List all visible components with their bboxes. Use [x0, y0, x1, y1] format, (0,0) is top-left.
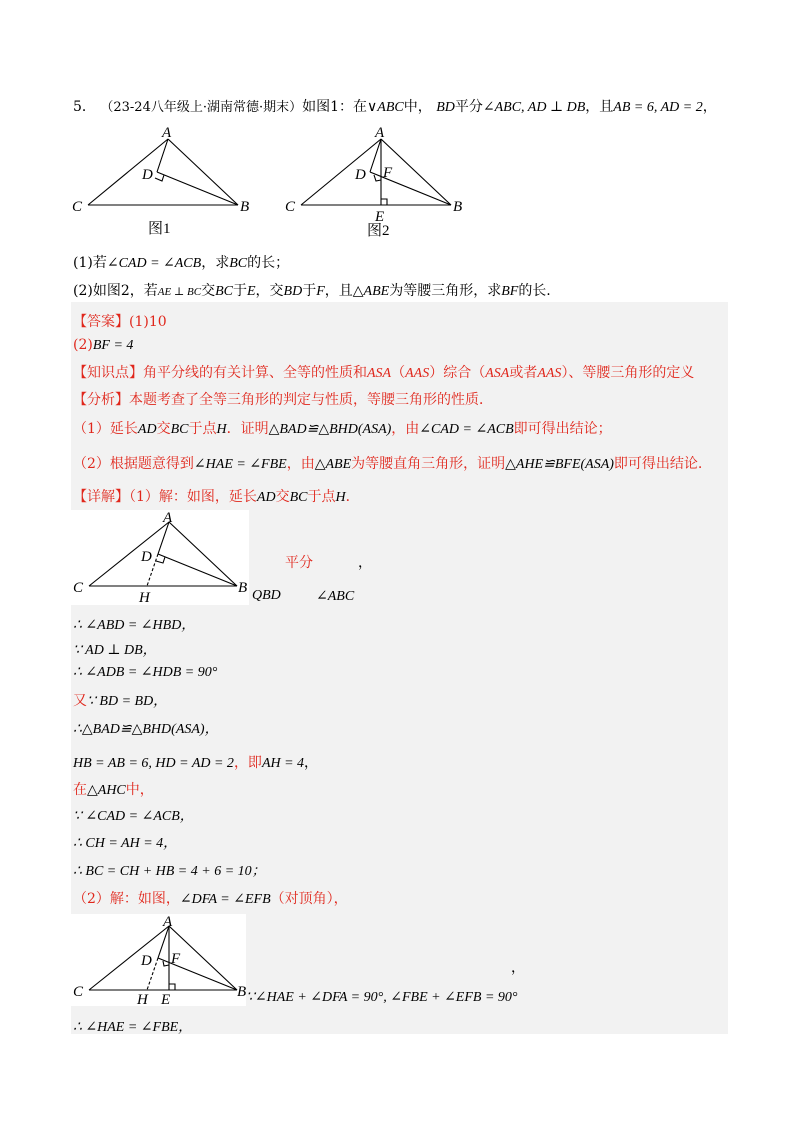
question-part-2: (2)如图2，若AE ⊥ BC交BC于E，交BD于F，且△ABE为等腰三角形，求BF的长.	[73, 283, 551, 299]
step-10: ∴ BC = CH + HB = 4 + 6 = 10；	[73, 864, 266, 879]
fig1-label-d: D	[142, 167, 153, 183]
step-5: ∴△BAD≌△BHD(ASA)，	[73, 722, 219, 737]
fig1-label-a: A	[162, 125, 172, 141]
fig4-label-e: E	[161, 992, 171, 1008]
fig4-label-h: H	[137, 992, 148, 1008]
fig1-caption: 图1	[148, 221, 171, 237]
fig4-label-b: B	[237, 984, 247, 1000]
step-9: ∴ CH = AH = 4，	[73, 836, 178, 851]
figure-3	[71, 510, 251, 605]
detail-intro: 【详解】（1）解：如图，延长AD交BC于点H．	[73, 489, 360, 505]
fig2-label-b: B	[453, 199, 463, 215]
fig1-label-b: B	[240, 199, 250, 215]
fig4-label-f: F	[171, 951, 181, 967]
bisect-abc: ∠ABC	[316, 589, 355, 604]
fig3-label-d: D	[141, 549, 152, 565]
step-6: HB = AB = 6, HD = AD = 2，即AH = 4，	[73, 755, 319, 771]
step-12-comma: ，	[511, 960, 525, 976]
step-13: ∴ ∠HAE = ∠FBE，	[73, 1020, 193, 1035]
step-11: （2）解：如图，∠DFA = ∠EFB（对顶角），	[73, 891, 348, 907]
question-line: 5． （23-24八年级上·湖南常德·期末）如图1：在∨ABC中， BD平分∠ABC, AD ⊥ DB，且AB = 6, AD = 2，	[73, 99, 717, 115]
step-12: ∵∠HAE + ∠DFA = 90°, ∠FBE + ∠EFB = 90°	[246, 990, 518, 1005]
figure-2	[283, 125, 483, 240]
fig3-label-a: A	[163, 510, 173, 526]
fig4-label-c: C	[73, 984, 84, 1000]
analysis-part-2: （2）根据题意得到∠HAE = ∠FBE，由△ABE为等腰直角三角形，证明△AHE≌BFE(ASA)即可得出结论.	[73, 456, 703, 472]
fig3-label-b: B	[238, 580, 248, 596]
analysis-part-1: （1）延长AD交BC于点H．证明△BAD≌△BHD(ASA)，由∠CAD = ∠ACB即可得出结论；	[73, 421, 612, 437]
step-1: ∴ ∠ABD = ∠HBD，	[73, 618, 196, 633]
step-7: 在△AHC中，	[73, 782, 154, 798]
fig2-label-f: F	[383, 165, 393, 181]
answer-line-2: (2)BF = 4	[73, 337, 134, 353]
fig2-label-c: C	[285, 199, 296, 215]
knowledge-point: 【知识点】角平分线的有关计算、全等的性质和ASA（AAS）综合（ASA或者AAS）、等腰三角形的定义	[73, 365, 695, 381]
bisect-bd: QBD	[252, 588, 281, 603]
bisect-word: 平分	[285, 555, 313, 571]
fig4-label-d: D	[141, 953, 152, 969]
fig1-label-c: C	[72, 199, 83, 215]
step-8: ∵ ∠CAD = ∠ACB，	[73, 809, 194, 824]
step-4: 又∵ BD = BD，	[73, 693, 168, 709]
fig2-label-d: D	[355, 167, 366, 183]
bisect-comma: ，	[358, 555, 372, 571]
step-2: ∵ AD ⊥ DB，	[73, 643, 157, 658]
question-number: 5．	[73, 99, 96, 115]
fig3-label-c: C	[73, 580, 84, 596]
step-3: ∴ ∠ADB = ∠HDB = 90°	[73, 665, 218, 680]
fig4-label-a: A	[163, 914, 173, 930]
answer-line: 【答案】(1)10	[73, 314, 167, 330]
fig2-label-e: E	[375, 209, 385, 225]
question-source: （23-24八年级上·湖南常德·期末）	[100, 100, 303, 115]
fig2-caption: 图2	[367, 223, 390, 239]
figure-1	[70, 125, 270, 240]
figure-4	[71, 914, 251, 1009]
fig3-label-h: H	[139, 590, 150, 605]
analysis-line: 【分析】本题考查了全等三角形的判定与性质，等腰三角形的性质．	[73, 392, 493, 408]
question-part-1: (1)若∠CAD = ∠ACB，求BC的长；	[73, 255, 290, 271]
fig2-label-a: A	[375, 125, 385, 141]
